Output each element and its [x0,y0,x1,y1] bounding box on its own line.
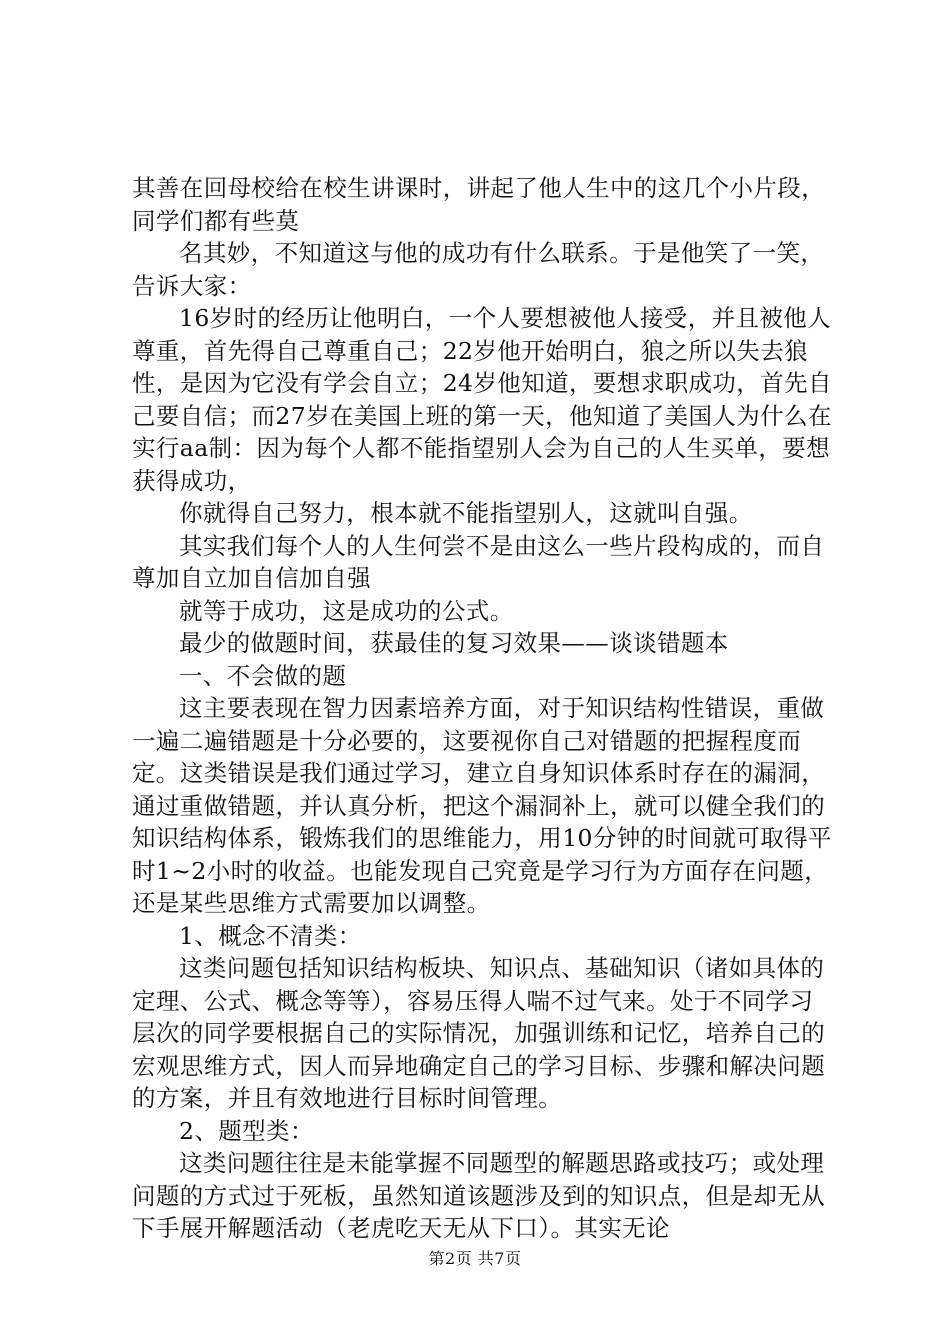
document-body [132,172,832,1245]
paragraph-4: 你就得自己努力，根本就不能指望别人，这就叫自强。 [179,499,753,527]
heading-concept-unclear: 1、概念不清类： [179,921,362,950]
heading-unsolved-problems: 一、不会做的题 [179,661,347,690]
paragraph-5: 其实我们每个人的人生何尝不是由这么一些片段构成的，而自尊加自立加自信加自强 [132,531,825,592]
page-footer: 第2页 共7页 [428,1249,522,1268]
paragraph-1: 其善在回母校给在校生讲课时，讲起了他人生中的这几个小片段，同学们都有些莫 [132,174,826,235]
section-title: 最少的做题时间，获最佳的复习效果——谈谈错题本 [179,629,729,657]
paragraph-3: 16岁时的经历让他明白，一个人要想被他人接受，并且被他人尊重，首先得自己尊重自己；22岁他开始明白，狼之所以失去狼性，是因为它没有学会自立；24岁他知道，要想求职成功，首先自己要自信；而27岁在美国上班的第一天，他知道了美国人为什么在实行aa制：因为每个人都不能指望别人会为自己的人生买单，要想获得成功， [132,304,832,495]
paragraph-2: 名其妙，不知道这与他的成功有什么联系。于是他笑了一笑，告诉大家： [132,239,825,300]
paragraph-9: 这主要表现在智力因素培养方面，对于知识结构性错误，重做一遍二遍错题是十分必要的，这要视你自己对错题的把握程度而定。这类错误是我们通过学习，建立自身知识体系时存在的漏洞，通过重做错题，并认真分析，把这个漏洞补上，就可以健全我们的知识结构体系，锻炼我们的思维能力，用10分钟的时间就可取得平时1~2小时的收益。也能发现自己究竟是学习行为方面存在问题，还是某些思维方式需要加以调整。 [132,694,832,917]
paragraph-11: 这类问题包括知识结构板块、知识点、基础知识（诸如具体的定理、公式、概念等等），容易压得人喘不过气来。处于不同学习层次的同学要根据自己的实际情况，加强训练和记忆，培养自己的宏观思维方式，因人而异地确定自己的学习目标、步骤和解决问题的方案，并且有效地进行目标时间管理。 [132,954,826,1112]
paragraph-13: 这类问题往往是未能掌握不同题型的解题思路或技巧；或处理问题的方式过于死板，虽然知道该题涉及到的知识点，但是却无从下手展开解题活动（老虎吃天无从下口）。其实无论 [132,1149,826,1242]
heading-problem-types: 2、题型类： [179,1116,314,1145]
paragraph-6: 就等于成功，这是成功的公式。 [179,596,514,625]
